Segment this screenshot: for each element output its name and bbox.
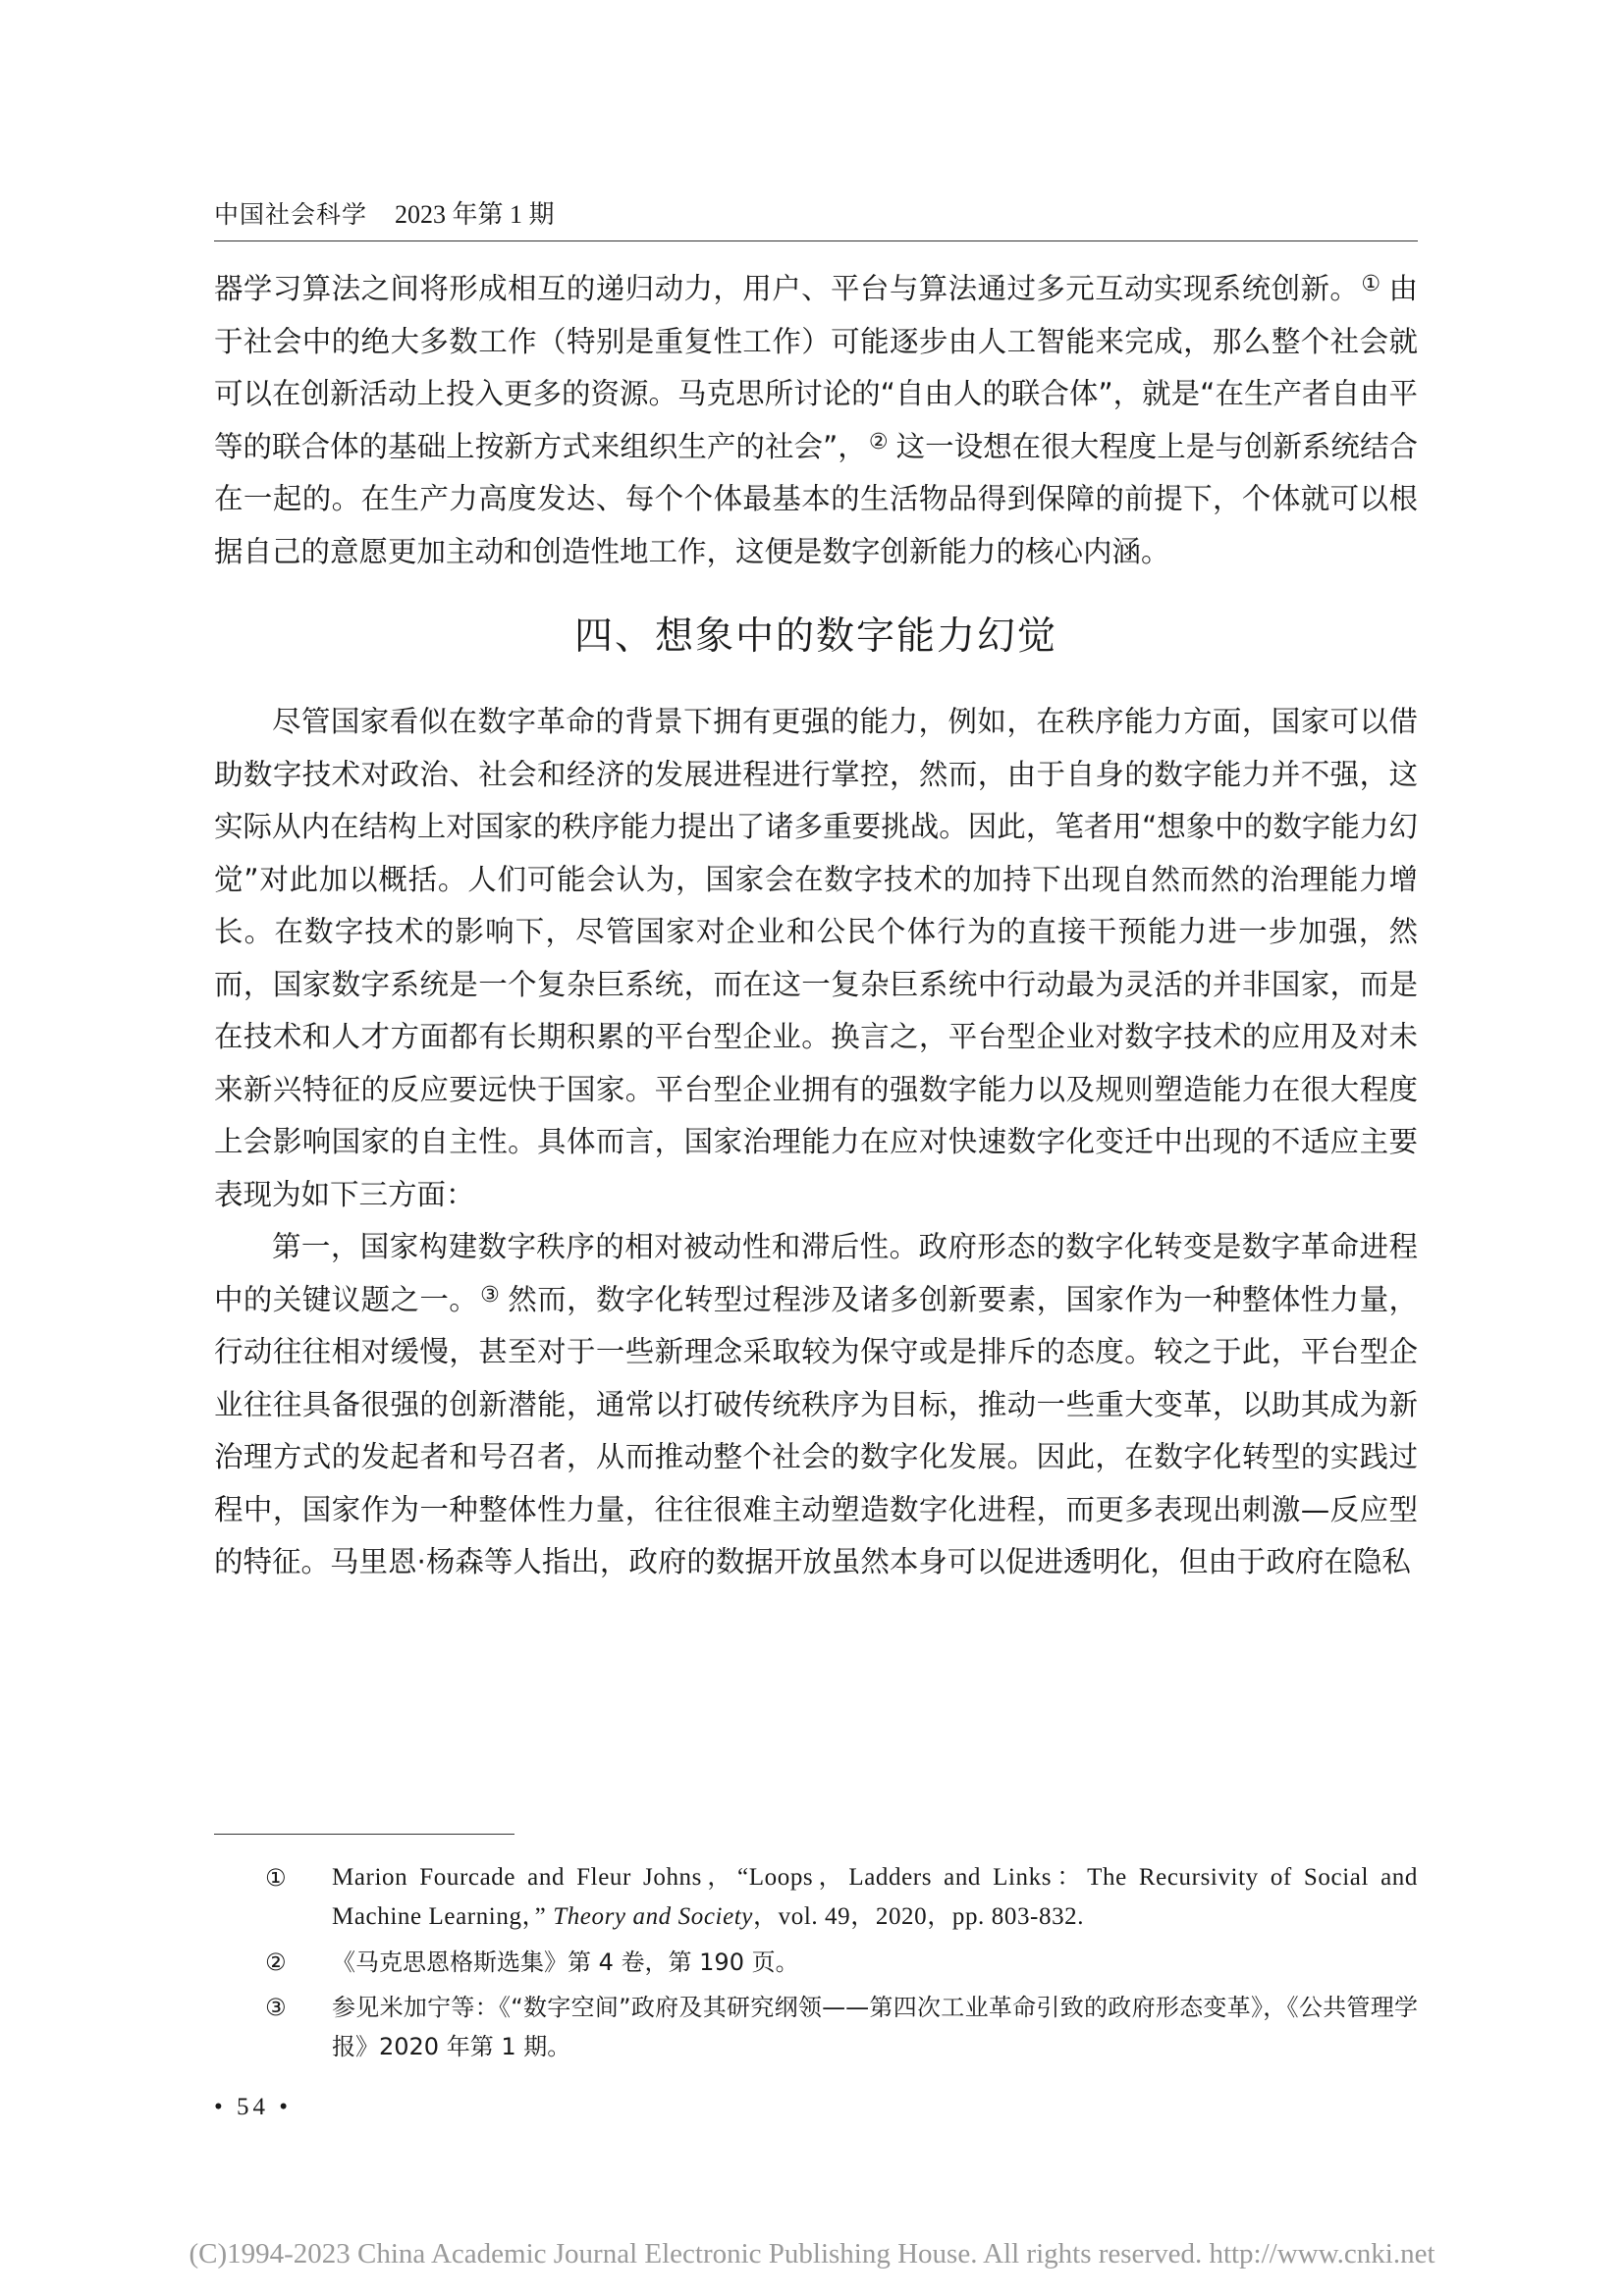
footnote-ref-1[interactable]: ① <box>1361 272 1381 296</box>
footnote-3 <box>214 1988 1418 2066</box>
paragraph-3 <box>214 1221 1418 1589</box>
paragraph-2: 尽管国家看似在数字革命的背景下拥有更强的能力，例如，在秩序能力方面，国家可以借助数字技术对政治、社会和经济的发展进程进行掌控，然而，由于自身的数字能力并不强，这实际从内在结构上对国家的秩序能力提出了诸多重要挑战。因此，笔者用“想象中的数字能力幻觉”对此加以概括。人们可能会认为，国家会在数字技术的加持下出现自然而然的治理能力增长。在数字技术的影响下，尽管国家对企业和公民个体行为的直接干预能力进一步加强，然而，国家数字系统是一个复杂巨系统，而在这一复杂巨系统中行动最为灵活的并非国家，而是在技术和人才方面都有长期积累的平台型企业。换言之，平台型企业对数字技术的应用及对未来新兴特征的反应要远快于国家。平台型企业拥有的强数字能力以及规则塑造能力在很大程度上会影响国家的自主性。具体而言，国家治理能力在应对快速数字化变迁中出现的不适应主要表现为如下三方面： <box>214 705 1418 1211</box>
paragraph-1-text-b: 由于社会中的绝大多数工作（特别是重复性工作）可能逐步由人工智能来完成，那么整个社会就可以在创新活动上投入更多的资源。马克思所讨论的“自由人的联合体”，就是“在生产者自由平等的联合体的基础上按新方式来组织生产的社会”， <box>214 272 1418 463</box>
footnote-text-b: ，vol. 49，2020，pp. 803-832. <box>753 1903 1085 1930</box>
footnote-ref-3[interactable]: ③ <box>480 1282 501 1308</box>
footnote-ref-2[interactable]: ② <box>868 429 889 454</box>
footnote-mark: ② <box>265 1949 287 1976</box>
issue-label: 2023 年第 1 期 <box>395 200 555 229</box>
footnote-2 <box>214 1943 1418 1982</box>
footnote-1 <box>214 1858 1418 1937</box>
footnote-mark: ③ <box>265 1994 287 2021</box>
running-header <box>214 194 1416 231</box>
paragraph-1-text-a: 器学习算法之间将形成相互的递归动力，用户、平台与算法通过多元互动实现系统创新。 <box>214 272 1360 305</box>
header-rule <box>214 240 1418 241</box>
footnote-mark: ① <box>265 1864 287 1892</box>
footnotes <box>214 1858 1418 2072</box>
journal-name: 中国社会科学 <box>214 200 368 229</box>
paragraph-3-text-b: 然而，数字化转型过程涉及诸多创新要素，国家作为一种整体性力量，行动往往相对缓慢，甚至对于一些新理念采取较为保守或是排斥的态度。较之于此，平台型企业往往具备很强的创新潜能，通常以打破传统秩序为目标，推动一些重大变革，以助其成为新治理方式的发起者和号召者，从而推动整个社会的数字化发展。因此，在数字化转型的实践过程中，国家作为一种整体性力量，往往很难主动塑造数字化进程，而更多表现出刺激—反应型的特征。马里恩·杨森等人指出，政府的数据开放虽然本身可以促进透明化，但由于政府在隐私 <box>214 1282 1418 1578</box>
paragraph-1 <box>214 263 1418 578</box>
paragraph-1-text-c: 这一设想在很大程度上是与创新系统结合在一起的。在生产力高度发达、每个个体最基本的生活物品得到保障的前提下，个体就可以根据自己的意愿更加主动和创造性地工作，这便是数字创新能力的核心内涵。 <box>214 429 1418 568</box>
footnote-text <box>332 1858 1418 1937</box>
footnote-rule <box>214 1834 514 1835</box>
journal-title-italic: Theory and Society <box>553 1903 754 1930</box>
footnote-text: 《马克思恩格斯选集》第 4 卷，第 190 页。 <box>332 1949 799 1976</box>
footnote-text: 参见米加宁等：《“数字空间”政府及其研究纲领——第四次工业革命引致的政府形态变革》，《公共管理学报》2020 年第 1 期。 <box>332 1994 1418 2060</box>
section-title: 四、想象中的数字能力幻觉 <box>573 614 1057 659</box>
page-number: • 54 • <box>214 2094 293 2120</box>
paragraph-3-text-a: 第一，国家构建数字秩序的相对被动性和滞后性。政府形态的数字化转变是数字革命进程中的关键议题之一。 <box>214 1230 1418 1316</box>
footnote-text-a: Marion Fourcade and Fleur Johns，“Loops，Ladders and Links：The Recursivity of Social and Machine Learning，” <box>332 1864 1418 1930</box>
article-body <box>214 263 1418 1589</box>
copyright-notice: (C)1994-2023 China Academic Journal Electronic Publishing House. All rights reserved. http://www.cnki.net <box>189 2238 1435 2269</box>
